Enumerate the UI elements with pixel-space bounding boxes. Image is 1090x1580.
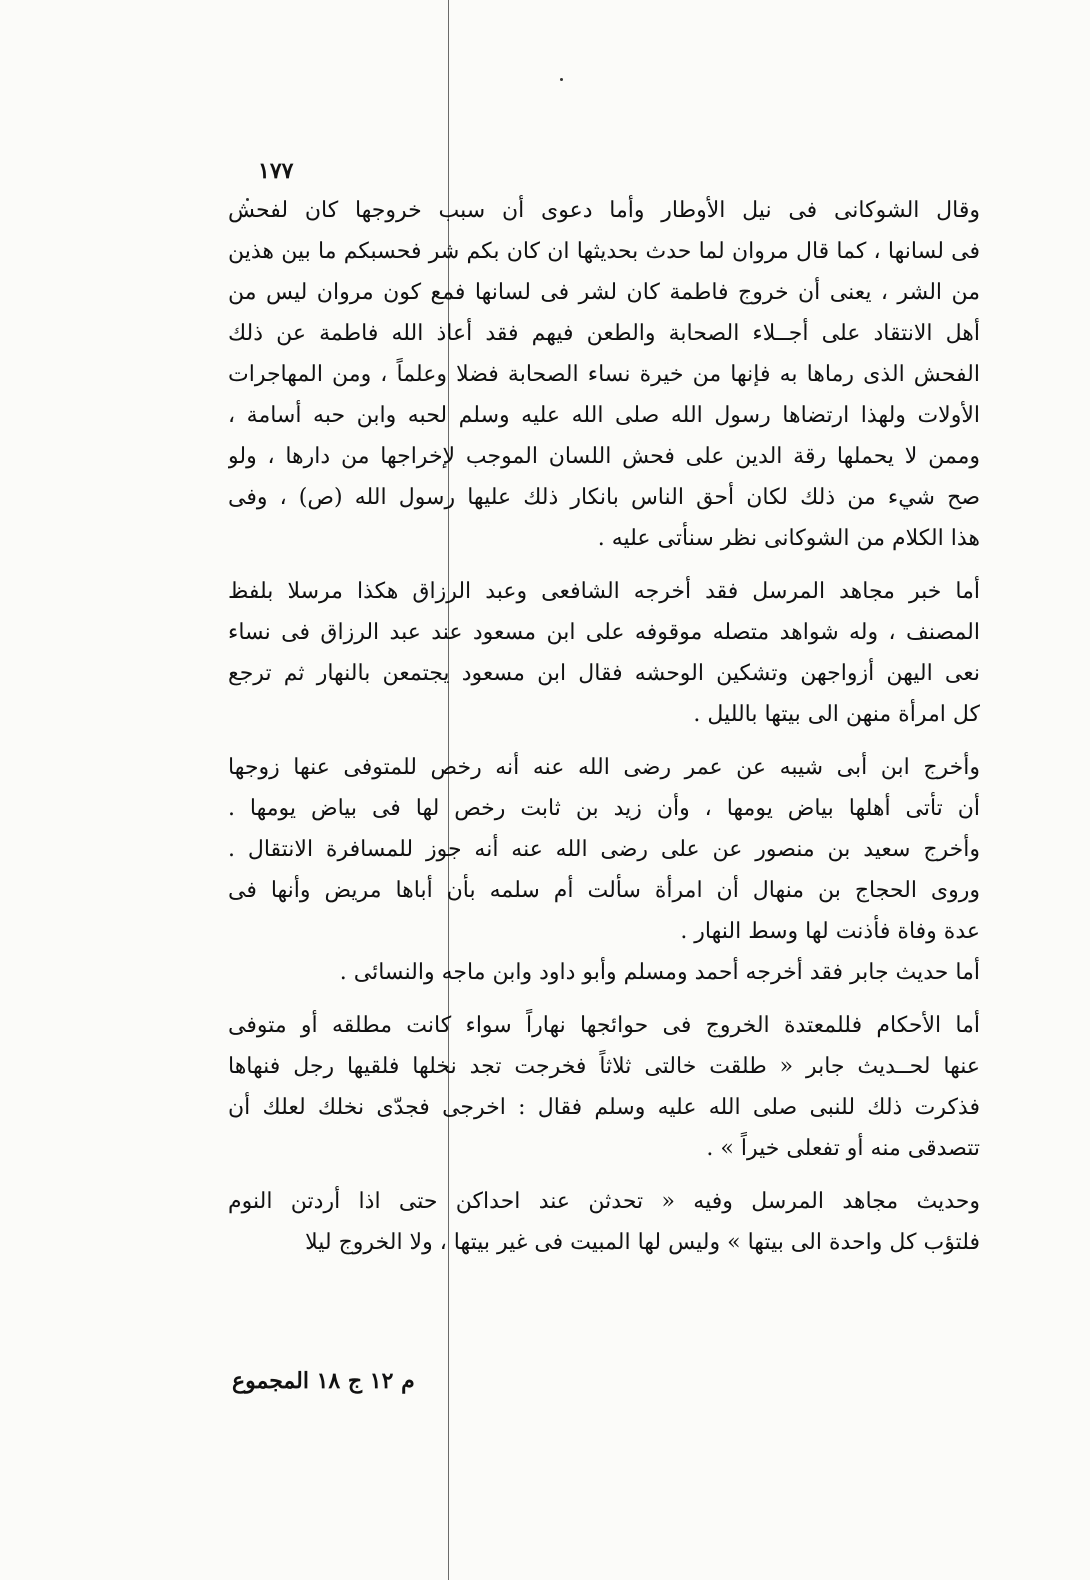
text-line: المصنف ، وله شواهد متصله موقوفه على ابن مسعود عند عبد الرزاق فى نساء [228,620,980,645]
text-line: هذا الكلام من الشوكانى نظر سنأتى عليه . [597,526,980,551]
paragraph [228,1005,980,1169]
text-line: صح شيء من ذلك لكان أحق الناس بانكار ذلك عليها رسول الله (ص) ، وفى [228,485,980,510]
text-line: أهل الانتقاد على أجــلاء الصحابة والطعن فيهم فقد أعاذ الله فاطمة عن ذلك [228,321,980,346]
paragraph [228,952,980,993]
paragraph-gap [228,993,980,1005]
paragraph [228,1181,980,1263]
text-line: تتصدقى منه أو تفعلى خيراً » . [706,1136,980,1161]
paragraph [228,571,980,735]
paragraph [228,190,980,559]
text-line: عنها لحــديث جابر « طلقت خالتى ثلاثاً فخرجت تجد نخلها فلقيها رجل فنهاها [228,1054,980,1079]
text-line: وروى الحجاج بن منهال أن امرأة سألت أم سلمه بأن أباها مريض وأنها فى [228,878,980,903]
paragraph-gap [228,1169,980,1181]
text-line: وأخرج ابن أبى شيبه عن عمر رضى الله عنه أنه رخص للمتوفى عنها زوجها [228,755,980,780]
text-line: عدة وفاة فأذنت لها وسط النهار . [680,919,980,944]
text-line: كل امرأة منهن الى بيتها بالليل . [693,702,980,727]
text-line: فذكرت ذلك للنبى صلى الله عليه وسلم فقال : اخرجى فجدّى نخلك لعلك أن [228,1095,980,1120]
paragraph-gap [228,735,980,747]
paragraph-gap [228,559,980,571]
text-line: من الشر ، يعنى أن خروج فاطمة كان لشر فى لسانها فمع كون مروان ليس من [228,280,980,305]
text-line: وممن لا يحملها رقة الدين على فحش اللسان الموجب لإخراجها من دارها ، ولو [228,444,980,469]
footer-signature: م ١٢ ج ١٨ المجموع [232,1368,415,1394]
text-line: نعى اليهن أزواجهن وتشكين الوحشه فقال ابن مسعود يجتمعن بالنهار ثم ترجع [228,661,980,686]
text-line: أن تأتى أهلها بياض يومها ، وأن زيد بن ثابت رخص لها فى بياض يومها . [228,796,980,821]
text-line: وحديث مجاهد المرسل وفيه « تحدثن عند احداكن حتى اذا أردتن النوم [228,1189,980,1214]
text-line: فلتؤب كل واحدة الى بيتها » وليس لها المبيت فى غير بيتها ، ولا الخروج ليلا [305,1230,980,1255]
text-line: وقال الشوكانى فى نيل الأوطار وأما دعوى أن سبب خروجها كان لفحش [228,198,980,223]
text-line: أما الأحكام فللمعتدة الخروج فى حوائجها نهاراً سواء كانت مطلقه أو متوفى [228,1013,980,1038]
text-line: فى لسانها ، كما قال مروان لما حدث بحديثها ان كان بكم شر فحسبكم ما بين هذين [228,239,980,264]
text-line: الأولات ولهذا ارتضاها رسول الله صلى الله عليه وسلم لحبه وابن حبه أسامة ، [228,403,980,428]
body-text [228,190,980,1263]
text-line: وأخرج سعيد بن منصور عن على رضى الله عنه أنه جوز للمسافرة الانتقال . [228,837,980,862]
text-line: أما حديث جابر فقد أخرجه أحمد ومسلم وأبو داود وابن ماجه والنسائى . [339,960,980,985]
ink-speck [560,78,563,81]
page-number: ١٧٧ [258,158,294,184]
paragraph [228,747,980,952]
text-line: أما خبر مجاهد المرسل فقد أخرجه الشافعى وعبد الرزاق هكذا مرسلا بلفظ [228,579,980,604]
text-line: الفحش الذى رماها به فإنها من خيرة نساء الصحابة فضلا وعلماً ، ومن المهاجرات [228,362,980,387]
